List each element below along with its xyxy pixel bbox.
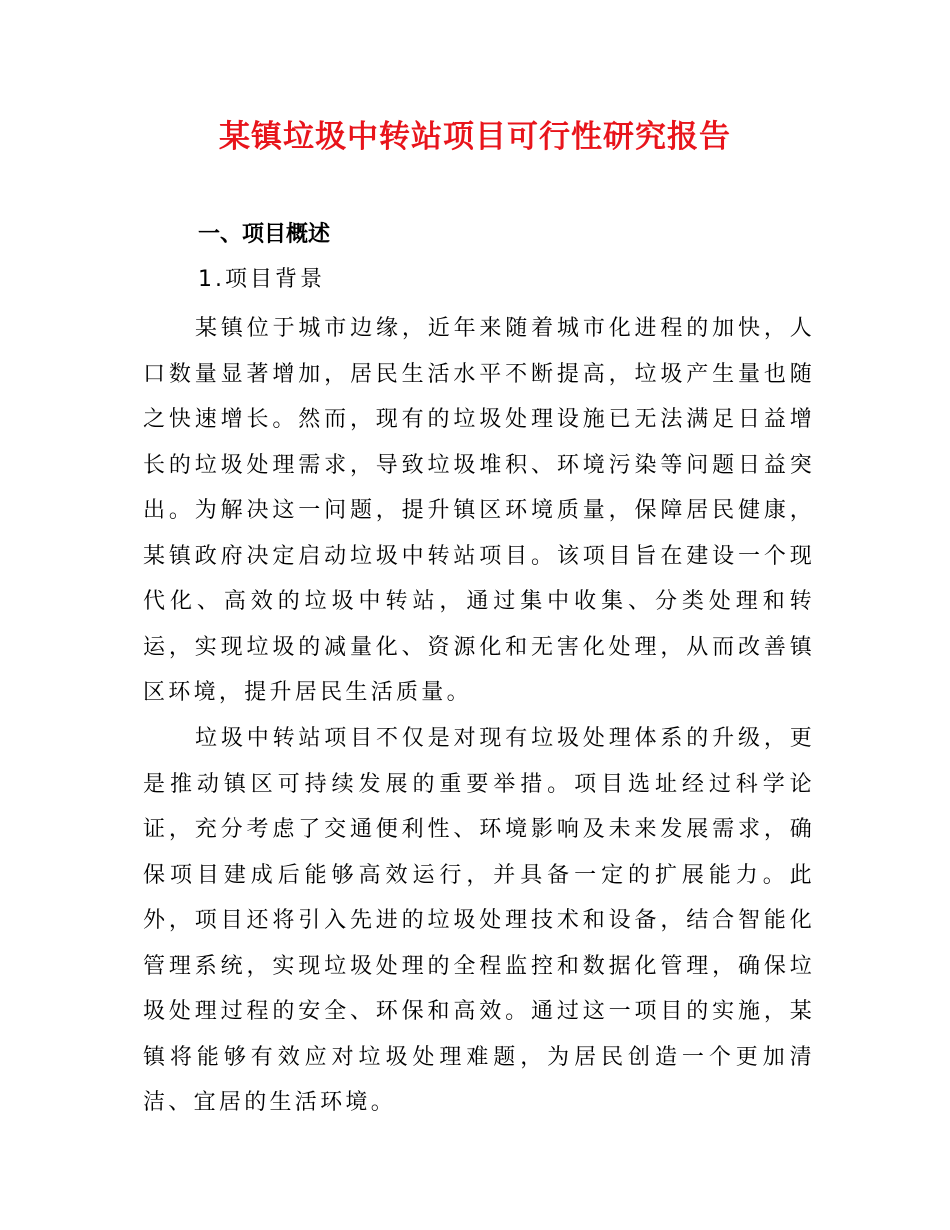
body-paragraph: 垃圾中转站项目不仅是对现有垃圾处理体系的升级，更是推动镇区可持续发展的重要举措。项目选址经过科学论证，充分考虑了交通便利性、环境影响及未来发展需求，确保项目建成后能够高效运行，并具备一定的扩展能力。此外，项目还将引入先进的垃圾处理技术和设备，结合智能化管理系统，实现垃圾处理的全程监控和数据化管理，确保垃圾处理过程的安全、环保和高效。通过这一项目的实施，某镇将能够有效应对垃圾处理难题，为居民创造一个更加清洁、宜居的生活环境。 <box>143 726 815 1115</box>
body-paragraph: 某镇位于城市边缘，近年来随着城市化进程的加快，人口数量显著增加，居民生活水平不断提高，垃圾产生量也随之快速增长。然而，现有的垃圾处理设施已无法满足日益增长的垃圾处理需求，导致垃圾堆积、环境污染等问题日益突出。为解决这一问题，提升镇区环境质量，保障居民健康，某镇政府决定启动垃圾中转站项目。该项目旨在建设一个现代化、高效的垃圾中转站，通过集中收集、分类处理和转运，实现垃圾的减量化、资源化和无害化处理，从而改善镇区环境，提升居民生活质量。 <box>143 316 815 705</box>
subsection-heading: 1.项目背景 <box>198 267 325 292</box>
document-title: 某镇垃圾中转站项目可行性研究报告 <box>219 119 731 155</box>
section-heading: 一、项目概述 <box>198 222 331 247</box>
